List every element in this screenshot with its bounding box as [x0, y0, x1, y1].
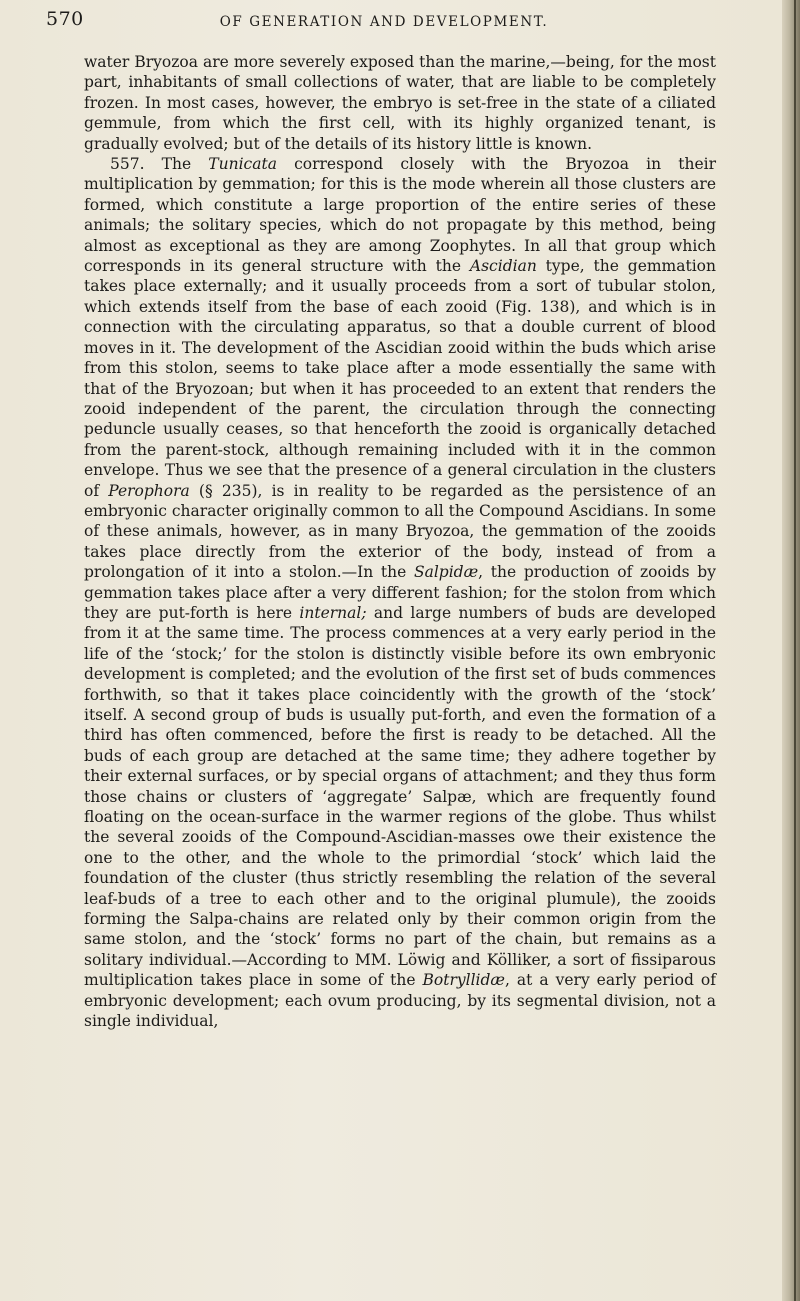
italic-term: Botryllidæ [422, 971, 505, 990]
text-run: correspond closely with the Bryozoa in their multiplication by gemmation; for this is the mode wherein all those clusters are formed, which constitute a large proportion of the entire series of these animals; the solitary species, which do not propagate by this method, being almost as exceptional as they are among Zoophytes. In all that group which corresponds in its general structure with the [84, 155, 716, 276]
text-run: and large numbers of buds are developed from it at the same time. The process commences at a very early period in the life of the ‘stock;’ for the stolon is distinctly visible before its own embryonic development is completed; and the evolution of the first set of buds commences forthwith, so that it takes place coincidently with the growth of the ‘stock’ itself. A second group of buds is usually put-forth, and even the formation of a third has often commenced, before the first is ready to be detached. All the buds of each group are detached at the same time; they adhere together by their external surfaces, or by special organs of attachment; and they thus form those chains or clusters of ‘aggregate’ Salpæ, which are frequently found floating on the ocean-surface in the warmer regions of the globe. Thus whilst the several zooids of the Compound-Ascidian-masses owe their existence the one to the other, and the whole to the primordial ‘stock’ which laid the foundation of the cluster (thus strictly resembling the relation of the several leaf-buds of a tree to each other and to the original plumule), the zooids forming the Salpa-chains are related only by their common origin from the same stolon, and the ‘stock’ forms no part of the chain, but remains as a solitary individual.—According to MM. Löwig and Kölliker, a sort of fissiparous multiplication takes place in some of the [84, 603, 716, 990]
page-number: 570 [46, 8, 84, 30]
italic-term: internal; [299, 603, 367, 622]
text-run: type, the gemmation takes place externally; and it usually proceeds from a sort of tubular stolon, which extends itself from the base of each zooid (Fig. 138), and which is in connection with the circulating apparatus, so that a double current of blood moves in it. The development of the Ascidian zooid within the buds which arise from this stolon, seems to take place after a mode essentially the same with that of the Bryozoan; but when it has proceeded to an extent that renders the zooid independent of the parent, the circulation through the connecting peduncle usually ceases, so that henceforth the zooid is organically detached from the parent-stock, although remaining included with it in the common envelope. Thus we see that the presence of a general circulation in the clusters of [84, 257, 716, 500]
page-header [46, 8, 722, 36]
book-gutter [782, 0, 800, 1301]
paragraph-continuation [84, 52, 716, 154]
text-run: water Bryozoa are more severely exposed than the marine,—being, for the most part, inhabitants of small collections of water, that are liable to be completely frozen. In most cases, however, the embryo is set-free in the state of a ciliated gemmule, from which the first cell, with its highly organized tenant, is gradually evolved; but of the details of its history little is known. [84, 53, 716, 153]
italic-term: Ascidian [469, 257, 537, 276]
italic-term: Perophora [108, 481, 190, 500]
italic-term: Salpidæ [413, 563, 479, 582]
text-run: , the production of zooids by gemmation takes place after a very different fashion; for the stolon from which they are put-forth is here [84, 563, 716, 622]
text-run: (§ 235), is in reality to be regarded as the persistence of an embryonic character originally common to all the Compound Ascidians. In some of these animals, however, as in many Bryozoa, the gemmation of the zooids takes place directly from the exterior of the body, instead of from a prolongation of it into a stolon.—In the [84, 481, 717, 582]
body-text [84, 52, 716, 1032]
running-title: OF GENERATION AND DEVELOPMENT. [219, 14, 549, 30]
paragraph-557 [84, 154, 716, 1031]
text-run: , at a very early period of embryonic development; each ovum producing, by its segmental division, not a single individual, [84, 971, 716, 1031]
text-run: 557. The [110, 155, 209, 174]
italic-term: Tunicata [208, 155, 277, 174]
